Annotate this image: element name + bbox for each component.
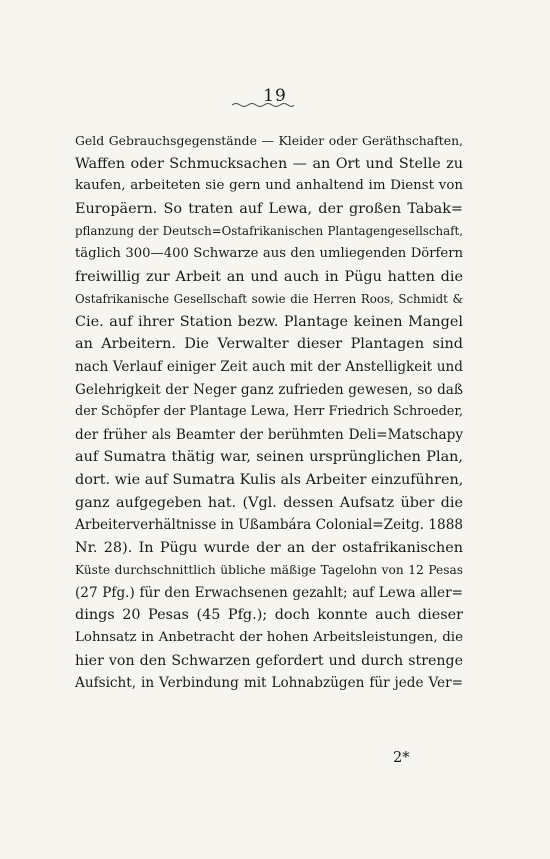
text-line: Gelehrigkeit der Neger ganz zufrieden gewesen, so daß [75, 381, 463, 398]
ornament-rule-icon [230, 101, 296, 109]
text-line: Europäern. So traten auf Lewa, der großen Tabak= [75, 200, 463, 217]
page-number: 19 [263, 86, 287, 106]
text-line: dort. wie auf Sumatra Kulis als Arbeiter einzuführen, [75, 471, 464, 488]
signature-mark: 2* [393, 750, 410, 766]
text-line: Geld Gebrauchsgegenstände — Kleider oder Geräthschaften, [75, 133, 463, 148]
text-line: Waffen oder Schmucksachen — an Ort und Stelle zu [75, 155, 463, 172]
text-line: auf Sumatra thätig war, seinen ursprünglichen Plan, [75, 449, 463, 466]
text-line: Küste durchschnittlich übliche mäßige Tagelohn von 12 Pesas [75, 563, 463, 578]
text-line: kaufen, arbeiteten sie gern und anhaltend im Dienst von [75, 178, 463, 194]
text-line: Ostafrikanische Gesellschaft sowie die Herren Roos, Schmidt & [75, 292, 463, 307]
text-line: Lohnsatz in Anbetracht der hohen Arbeitsleistungen, die [75, 630, 463, 646]
text-line: Aufsicht, in Verbindung mit Lohnabzügen für jede Ver= [75, 675, 463, 692]
text-line: hier von den Schwarzen gefordert und durch strenge [75, 652, 463, 669]
body-text [75, 130, 463, 695]
text-line: (27 Pfg.) für den Erwachsenen gezahlt; auf Lewa aller= [75, 584, 463, 601]
text-line: der Schöpfer der Plantage Lewa, Herr Friedrich Schroeder, [75, 404, 464, 420]
text-line: Arbeiterverhältnisse in Ußambára Colonial=Zeitg. 1888 [75, 517, 463, 534]
text-line: ganz aufgegeben hat. (Vgl. dessen Aufsatz über die [75, 494, 463, 511]
text-line: dings 20 Pesas (45 Pfg.); doch konnte auch dieser [75, 607, 463, 624]
text-line: der früher als Beamter der berühmten Deli=Matschapy [75, 426, 463, 443]
text-line: freiwillig zur Arbeit an und auch in Pügu hatten die [75, 268, 463, 285]
text-line: täglich 300—400 Schwarze aus den umliegenden Dörfern [75, 245, 463, 261]
text-line: Cie. auf ihrer Station bezw. Plantage keinen Mangel [75, 313, 463, 330]
text-line: Nr. 28). In Pügu wurde der an der ostafrikanischen [75, 539, 463, 556]
text-line: an Arbeitern. Die Verwalter dieser Plantagen sind [75, 336, 463, 353]
text-line: pflanzung der Deutsch=Ostafrikanischen Plantagengesellschaft, [75, 224, 463, 239]
text-line: nach Verlauf einiger Zeit auch mit der Anstelligkeit und [75, 358, 463, 375]
